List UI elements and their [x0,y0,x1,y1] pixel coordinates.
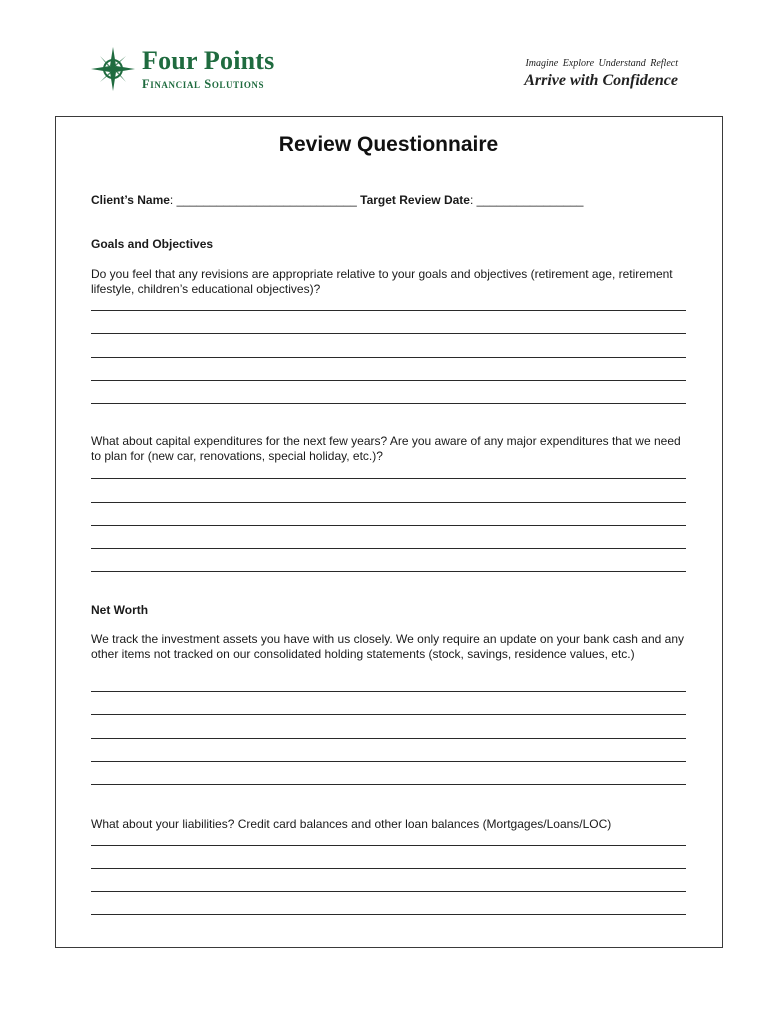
answer-line[interactable] [91,380,686,381]
page-title: Review Questionnaire [278,133,499,156]
answer-line[interactable] [91,478,686,479]
answer-line[interactable] [91,502,686,503]
brand-logo [90,44,274,94]
questionnaire-frame [55,116,723,948]
answer-line[interactable] [91,845,686,846]
tagline-main: Arrive with Confidence [524,72,678,89]
compass-star-icon [90,46,136,92]
answer-line[interactable] [91,403,686,404]
answer-line[interactable] [91,571,686,572]
question-revisions: Do you feel that any revisions are appropriate relative to your goals and objectives (retirement age, retirement lifestyle, children’s educational objectives)? [91,267,673,296]
answer-line[interactable] [91,738,686,739]
answer-line[interactable] [91,761,686,762]
answer-line[interactable] [91,691,686,692]
question-investment-assets: We track the investment assets you have with us closely. We only require an update on your bank cash and any other items not tracked on our consolidated holding statements (stock, savings, residence values, etc.) [91,632,684,661]
question-capital-expenditures: What about capital expenditures for the next few years? Are you aware of any major expenditures that we need to plan for (new car, renovations, special holiday, etc.)? [91,434,681,463]
answer-line[interactable] [91,333,686,334]
client-name-field[interactable]: : ___________________________ [169,193,357,207]
answer-line[interactable] [91,525,686,526]
section-heading-goals: Goals and Objectives [91,237,214,251]
answer-line[interactable] [91,310,686,311]
client-name-label: Client’s Name [91,193,170,207]
answer-line[interactable] [91,548,686,549]
answer-line[interactable] [91,784,686,785]
brand-subtitle: Financial Solutions [142,76,265,91]
client-fields [91,193,583,207]
target-date-field[interactable]: : ________________ [469,193,584,207]
tagline-words: Imagine Explore Understand Reflect [525,58,678,69]
tagline [524,58,678,90]
section-heading-net-worth: Net Worth [91,603,149,617]
answer-line[interactable] [91,891,686,892]
answer-line[interactable] [91,357,686,358]
answer-line[interactable] [91,868,686,869]
question-liabilities: What about your liabilities? Credit card balances and other loan balances (Mortgages/Loans/LOC) [91,817,612,831]
target-date-label: Target Review Date [360,193,470,207]
answer-line[interactable] [91,714,686,715]
brand-name: Four Points [142,45,275,75]
answer-line[interactable] [91,914,686,915]
